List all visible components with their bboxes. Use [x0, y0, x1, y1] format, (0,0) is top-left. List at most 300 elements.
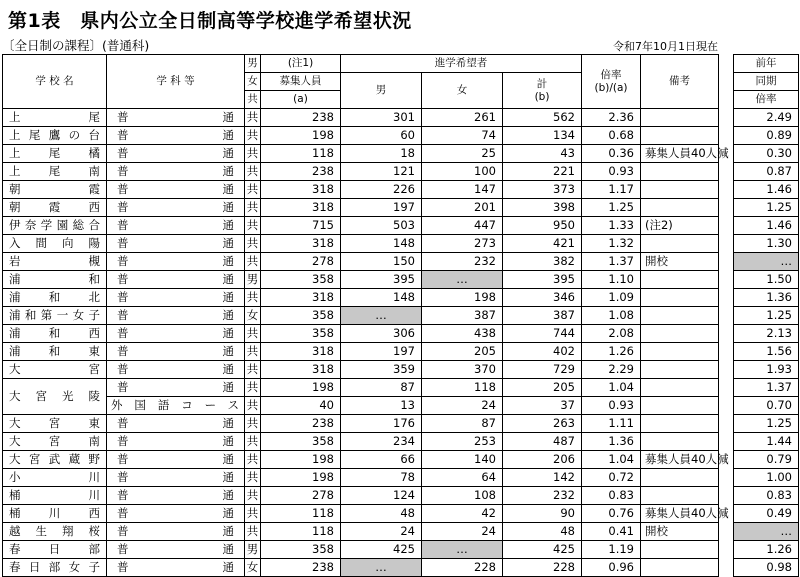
- course-cell: 普通: [107, 145, 245, 163]
- table-row: [3, 289, 719, 307]
- course-cell: 普通: [107, 433, 245, 451]
- total-label: 計: [536, 77, 548, 90]
- school-name-cell: 大宮: [3, 361, 107, 379]
- gender-header-m: 男: [245, 55, 261, 73]
- capacity-cell: 118: [261, 505, 341, 523]
- total-cell: 206: [503, 451, 582, 469]
- school-name-cell: 上尾: [3, 109, 107, 127]
- female-header: 女: [422, 73, 503, 109]
- capacity-cell: 238: [261, 163, 341, 181]
- ratio-cell: 2.36: [582, 109, 641, 127]
- table-row: [3, 307, 719, 325]
- previous-year-body: [734, 109, 799, 577]
- prev-ratio-cell: 0.70: [734, 397, 799, 415]
- capacity-cell: 318: [261, 343, 341, 361]
- capacity-cell: 198: [261, 127, 341, 145]
- table-row: [3, 181, 719, 199]
- male-cell: 87: [341, 379, 422, 397]
- male-cell: 60: [341, 127, 422, 145]
- total-cell: 373: [503, 181, 582, 199]
- course-cell: 普通: [107, 127, 245, 145]
- prev-ratio-cell: 0.89: [734, 127, 799, 145]
- capacity-cell: 358: [261, 325, 341, 343]
- school-name-cell: 浦和: [3, 271, 107, 289]
- male-header: 男: [341, 73, 422, 109]
- prev-ratio-cell: 1.00: [734, 469, 799, 487]
- female-cell: 198: [422, 289, 503, 307]
- male-cell: 197: [341, 343, 422, 361]
- total-cell: 744: [503, 325, 582, 343]
- prev-row: [734, 397, 799, 415]
- ratio-cell: 1.37: [582, 253, 641, 271]
- school-name-cell: 春日部: [3, 541, 107, 559]
- female-cell: 205: [422, 343, 503, 361]
- course-cell: 普通: [107, 307, 245, 325]
- female-cell: …: [422, 271, 503, 289]
- prev-row: [734, 361, 799, 379]
- total-cell: 37: [503, 397, 582, 415]
- female-cell: 42: [422, 505, 503, 523]
- ratio-cell: 0.41: [582, 523, 641, 541]
- gender-cell: 共: [245, 361, 261, 379]
- total-cell: 43: [503, 145, 582, 163]
- table-row: [3, 163, 719, 181]
- male-cell: 306: [341, 325, 422, 343]
- applicants-header: 進学希望者: [341, 55, 582, 73]
- total-cell: 48: [503, 523, 582, 541]
- table-row: [3, 217, 719, 235]
- table-row: [3, 325, 719, 343]
- female-cell: 232: [422, 253, 503, 271]
- prev-ratio-cell: 1.50: [734, 271, 799, 289]
- note1-header: (注1): [261, 55, 341, 73]
- male-cell: 18: [341, 145, 422, 163]
- prev-row: [734, 343, 799, 361]
- male-cell: 148: [341, 289, 422, 307]
- female-cell: 261: [422, 109, 503, 127]
- female-cell: 201: [422, 199, 503, 217]
- gender-cell: 共: [245, 487, 261, 505]
- gender-cell: 共: [245, 289, 261, 307]
- table-row: [3, 397, 719, 415]
- table-header: [3, 55, 719, 109]
- remarks-cell: [641, 307, 719, 325]
- remarks-cell: [641, 469, 719, 487]
- prev-ratio-cell: …: [734, 253, 799, 271]
- prev-row: [734, 289, 799, 307]
- school-name-cell: 小川: [3, 469, 107, 487]
- female-cell: 140: [422, 451, 503, 469]
- ratio-cell: 0.76: [582, 505, 641, 523]
- total-cell: 134: [503, 127, 582, 145]
- prev-row: [734, 541, 799, 559]
- total-cell: 90: [503, 505, 582, 523]
- school-name-cell: 大宮武蔵野: [3, 451, 107, 469]
- prev-row: [734, 271, 799, 289]
- total-cell: 221: [503, 163, 582, 181]
- female-cell: 25: [422, 145, 503, 163]
- ratio-cell: 1.04: [582, 379, 641, 397]
- course-header: 学 科 等: [107, 55, 245, 109]
- total-cell: 402: [503, 343, 582, 361]
- prev-ratio-cell: 1.44: [734, 433, 799, 451]
- gender-cell: 共: [245, 415, 261, 433]
- school-name-cell: 浦和西: [3, 325, 107, 343]
- male-cell: 359: [341, 361, 422, 379]
- prev-ratio-cell: 1.93: [734, 361, 799, 379]
- prev-ratio-cell: 2.13: [734, 325, 799, 343]
- gender-cell: 共: [245, 451, 261, 469]
- female-cell: 24: [422, 397, 503, 415]
- total-cell: 398: [503, 199, 582, 217]
- prev-row: [734, 145, 799, 163]
- male-cell: 150: [341, 253, 422, 271]
- table-row: [3, 451, 719, 469]
- remarks-cell: 開校: [641, 253, 719, 271]
- ratio-cell: 2.29: [582, 361, 641, 379]
- male-cell: 148: [341, 235, 422, 253]
- remarks-cell: [641, 181, 719, 199]
- capacity-cell: 118: [261, 145, 341, 163]
- gender-cell: 共: [245, 127, 261, 145]
- capacity-a-label: (a): [261, 91, 341, 109]
- ratio-cell: 1.08: [582, 307, 641, 325]
- total-cell: 142: [503, 469, 582, 487]
- ratio-label: 倍率: [600, 68, 622, 81]
- table-row: [3, 235, 719, 253]
- table-row: [3, 379, 719, 397]
- gender-header-c: 共: [245, 91, 261, 109]
- school-name-cell: 朝霞西: [3, 199, 107, 217]
- prev-ratio-cell: 1.46: [734, 181, 799, 199]
- total-cell: 395: [503, 271, 582, 289]
- remarks-cell: (注2): [641, 217, 719, 235]
- gender-cell: 共: [245, 253, 261, 271]
- gender-cell: 共: [245, 217, 261, 235]
- remarks-cell: [641, 379, 719, 397]
- male-cell: 48: [341, 505, 422, 523]
- male-cell: 234: [341, 433, 422, 451]
- course-cell: 普通: [107, 181, 245, 199]
- course-cell: 外国語コース: [107, 397, 245, 415]
- remarks-cell: [641, 199, 719, 217]
- prev-ratio-cell: 1.25: [734, 199, 799, 217]
- course-cell: 普通: [107, 235, 245, 253]
- course-cell: 普通: [107, 253, 245, 271]
- capacity-cell: 278: [261, 487, 341, 505]
- school-name-cell: 浦和北: [3, 289, 107, 307]
- ratio-cell: 1.10: [582, 271, 641, 289]
- male-cell: 121: [341, 163, 422, 181]
- male-cell: 124: [341, 487, 422, 505]
- course-cell: 普通: [107, 505, 245, 523]
- gender-cell: 男: [245, 541, 261, 559]
- gender-cell: 共: [245, 325, 261, 343]
- table-body: [3, 109, 729, 577]
- prev-row: [734, 505, 799, 523]
- school-name-cell: 伊奈学園総合: [3, 217, 107, 235]
- course-cell: 普通: [107, 343, 245, 361]
- remarks-cell: [641, 109, 719, 127]
- table-row: [3, 127, 719, 145]
- female-cell: 273: [422, 235, 503, 253]
- remarks-cell: 募集人員40人減: [641, 451, 719, 469]
- total-cell: 382: [503, 253, 582, 271]
- capacity-cell: 238: [261, 559, 341, 577]
- course-cell: 普通: [107, 415, 245, 433]
- prev-row: [734, 379, 799, 397]
- school-name-cell: 春日部女子: [3, 559, 107, 577]
- female-cell: 64: [422, 469, 503, 487]
- female-cell: 100: [422, 163, 503, 181]
- remarks-cell: [641, 235, 719, 253]
- table-row: [3, 415, 719, 433]
- capacity-cell: 318: [261, 361, 341, 379]
- total-cell: 346: [503, 289, 582, 307]
- remarks-cell: [641, 271, 719, 289]
- total-cell: 387: [503, 307, 582, 325]
- course-cell: 普通: [107, 217, 245, 235]
- previous-year-table: [733, 54, 799, 577]
- remarks-cell: [641, 163, 719, 181]
- ratio-cell: 0.93: [582, 163, 641, 181]
- ratio-cell: 1.09: [582, 289, 641, 307]
- capacity-cell: 358: [261, 307, 341, 325]
- male-cell: …: [341, 307, 422, 325]
- remarks-cell: [641, 343, 719, 361]
- remarks-cell: [641, 433, 719, 451]
- course-cell: 普通: [107, 271, 245, 289]
- total-cell: 729: [503, 361, 582, 379]
- capacity-cell: 198: [261, 469, 341, 487]
- ratio-cell: 0.93: [582, 397, 641, 415]
- page-title: 第1表 県内公立全日制高等学校進学希望状況: [8, 10, 412, 32]
- female-cell: 387: [422, 307, 503, 325]
- table-row: [3, 253, 719, 271]
- male-cell: 301: [341, 109, 422, 127]
- table-row: [3, 433, 719, 451]
- capacity-cell: 118: [261, 523, 341, 541]
- total-cell: 421: [503, 235, 582, 253]
- gender-cell: 共: [245, 199, 261, 217]
- course-subtitle: 〔全日制の課程〕(普通科): [2, 38, 150, 53]
- ratio-cell: 1.19: [582, 541, 641, 559]
- remarks-cell: [641, 487, 719, 505]
- school-name-cell: 桶川: [3, 487, 107, 505]
- gender-cell: 共: [245, 433, 261, 451]
- table-row: [3, 523, 719, 541]
- male-cell: …: [341, 559, 422, 577]
- remarks-cell: [641, 127, 719, 145]
- ratio-cell: 1.11: [582, 415, 641, 433]
- school-name-cell: 岩槻: [3, 253, 107, 271]
- remarks-cell: 募集人員40人減: [641, 145, 719, 163]
- prev-ratio-cell: …: [734, 523, 799, 541]
- capacity-cell: 318: [261, 181, 341, 199]
- remarks-cell: 開校: [641, 523, 719, 541]
- gender-cell: 女: [245, 559, 261, 577]
- prev-row: [734, 325, 799, 343]
- prev-row: [734, 523, 799, 541]
- prev-row: [734, 127, 799, 145]
- ratio-cell: 1.17: [582, 181, 641, 199]
- prev-ratio-cell: 1.30: [734, 235, 799, 253]
- remarks-cell: 募集人員40人減: [641, 505, 719, 523]
- course-cell: 普通: [107, 289, 245, 307]
- total-cell: 487: [503, 433, 582, 451]
- prev-header-3: 倍率: [734, 91, 799, 109]
- total-cell: 950: [503, 217, 582, 235]
- female-cell: 87: [422, 415, 503, 433]
- remarks-cell: [641, 361, 719, 379]
- prev-row: [734, 181, 799, 199]
- prev-ratio-cell: 0.79: [734, 451, 799, 469]
- gender-cell: 共: [245, 469, 261, 487]
- table-row: [3, 559, 719, 577]
- school-name-cell: 朝霞: [3, 181, 107, 199]
- capacity-cell: 198: [261, 451, 341, 469]
- remarks-cell: [641, 325, 719, 343]
- gender-cell: 共: [245, 343, 261, 361]
- gender-cell: 共: [245, 379, 261, 397]
- female-cell: 447: [422, 217, 503, 235]
- ratio-cell: 0.96: [582, 559, 641, 577]
- capacity-cell: 40: [261, 397, 341, 415]
- prev-ratio-cell: 1.37: [734, 379, 799, 397]
- prev-row: [734, 451, 799, 469]
- prev-ratio-cell: 1.46: [734, 217, 799, 235]
- gender-cell: 共: [245, 505, 261, 523]
- prev-row: [734, 109, 799, 127]
- school-name-cell: 上尾橘: [3, 145, 107, 163]
- remarks-cell: [641, 415, 719, 433]
- remarks-cell: [641, 289, 719, 307]
- ratio-cell: 0.68: [582, 127, 641, 145]
- ratio-header: [582, 55, 641, 109]
- male-cell: 66: [341, 451, 422, 469]
- gender-cell: 共: [245, 523, 261, 541]
- total-cell: 205: [503, 379, 582, 397]
- school-name-cell: 浦和第一女子: [3, 307, 107, 325]
- course-cell: 普通: [107, 379, 245, 397]
- capacity-cell: 318: [261, 199, 341, 217]
- remarks-cell: [641, 397, 719, 415]
- application-status-table: [2, 54, 729, 577]
- capacity-cell: 358: [261, 271, 341, 289]
- prev-row: [734, 307, 799, 325]
- total-cell: 232: [503, 487, 582, 505]
- remarks-header: 備考: [641, 55, 719, 109]
- table-row: [3, 487, 719, 505]
- male-cell: 503: [341, 217, 422, 235]
- gender-cell: 女: [245, 307, 261, 325]
- gender-cell: 共: [245, 163, 261, 181]
- school-name-cell: 大宮南: [3, 433, 107, 451]
- male-cell: 24: [341, 523, 422, 541]
- course-cell: 普通: [107, 199, 245, 217]
- table-row: [3, 505, 719, 523]
- capacity-cell: 715: [261, 217, 341, 235]
- ratio-cell: 1.04: [582, 451, 641, 469]
- male-cell: 13: [341, 397, 422, 415]
- prev-ratio-cell: 1.26: [734, 541, 799, 559]
- gender-cell: 共: [245, 109, 261, 127]
- total-cell: 562: [503, 109, 582, 127]
- table-row: [3, 145, 719, 163]
- female-cell: 147: [422, 181, 503, 199]
- prev-header-2: 同期: [734, 73, 799, 91]
- prev-row: [734, 433, 799, 451]
- female-cell: 24: [422, 523, 503, 541]
- total-header: [503, 73, 582, 109]
- school-name-cell: 越生翔桜: [3, 523, 107, 541]
- prev-ratio-cell: 1.56: [734, 343, 799, 361]
- table-row: [3, 109, 719, 127]
- school-name-cell: 大宮光陵: [3, 379, 107, 415]
- male-cell: 395: [341, 271, 422, 289]
- female-cell: 228: [422, 559, 503, 577]
- school-name-cell: 入間向陽: [3, 235, 107, 253]
- prev-row: [734, 415, 799, 433]
- course-cell: 普通: [107, 487, 245, 505]
- prev-row: [734, 235, 799, 253]
- prev-header-1: 前年: [734, 55, 799, 73]
- table-row: [3, 541, 719, 559]
- course-cell: 普通: [107, 361, 245, 379]
- capacity-cell: 318: [261, 235, 341, 253]
- prev-ratio-cell: 0.83: [734, 487, 799, 505]
- prev-row: [734, 469, 799, 487]
- course-cell: 普通: [107, 109, 245, 127]
- female-cell: 108: [422, 487, 503, 505]
- ratio-cell: 0.72: [582, 469, 641, 487]
- ratio-cell: 1.26: [582, 343, 641, 361]
- prev-ratio-cell: 2.49: [734, 109, 799, 127]
- prev-row: [734, 253, 799, 271]
- course-cell: 普通: [107, 559, 245, 577]
- prev-row: [734, 487, 799, 505]
- female-cell: 253: [422, 433, 503, 451]
- prev-row: [734, 163, 799, 181]
- prev-ratio-cell: 1.36: [734, 289, 799, 307]
- ratio-cell: 0.83: [582, 487, 641, 505]
- ratio-cell: 1.25: [582, 199, 641, 217]
- table-row: [3, 343, 719, 361]
- capacity-cell: 238: [261, 415, 341, 433]
- capacity-header: 募集人員: [261, 73, 341, 91]
- prev-ratio-cell: 0.49: [734, 505, 799, 523]
- gender-header-f: 女: [245, 73, 261, 91]
- capacity-cell: 278: [261, 253, 341, 271]
- total-cell: 263: [503, 415, 582, 433]
- male-cell: 176: [341, 415, 422, 433]
- course-cell: 普通: [107, 469, 245, 487]
- gender-cell: 共: [245, 181, 261, 199]
- school-name-cell: 浦和東: [3, 343, 107, 361]
- ratio-cell: 2.08: [582, 325, 641, 343]
- prev-ratio-cell: 1.25: [734, 307, 799, 325]
- total-b-label: (b): [534, 90, 550, 103]
- school-name-cell: 上尾鷹の台: [3, 127, 107, 145]
- ratio-formula: (b)/(a): [594, 81, 628, 94]
- female-cell: 74: [422, 127, 503, 145]
- prev-ratio-cell: 1.25: [734, 415, 799, 433]
- school-name-cell: 大宮東: [3, 415, 107, 433]
- prev-row: [734, 217, 799, 235]
- course-cell: 普通: [107, 325, 245, 343]
- female-cell: 118: [422, 379, 503, 397]
- ratio-cell: 1.36: [582, 433, 641, 451]
